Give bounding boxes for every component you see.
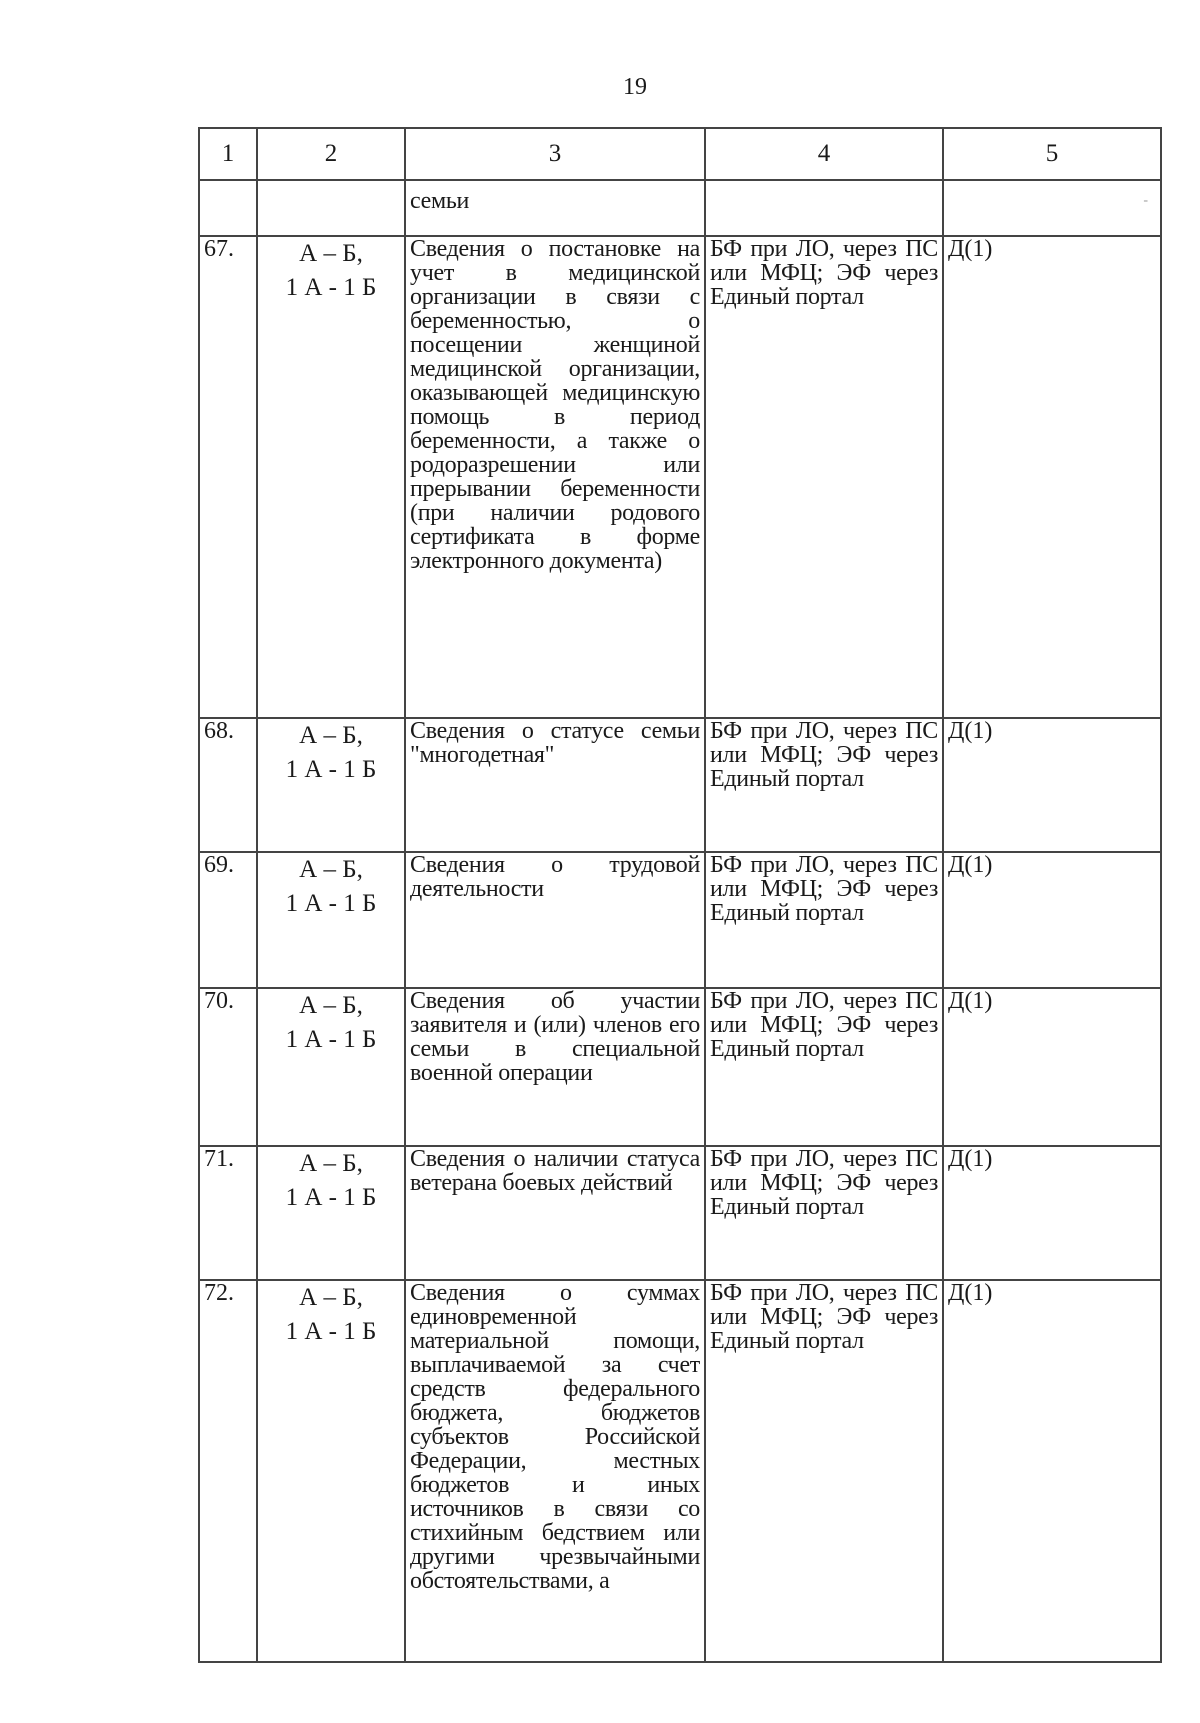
row-description: Сведения о трудовой деятельности <box>405 852 705 988</box>
row-term: Д(1) <box>943 718 1161 852</box>
table-row <box>199 236 1161 718</box>
table-row <box>199 988 1161 1146</box>
row-code-line1: А – Б, <box>299 1150 363 1177</box>
header-col-1: 1 <box>199 128 257 180</box>
row-channel: БФ при ЛО, через ПС или МФЦ; ЭФ через Единый портал <box>705 1280 943 1662</box>
row-code-line1: А – Б, <box>299 992 363 1019</box>
row-number: 71. <box>199 1146 257 1280</box>
cell-code <box>257 180 405 236</box>
continuation-row <box>199 180 1161 236</box>
cell-term <box>943 180 1161 236</box>
row-term: Д(1) <box>943 852 1161 988</box>
header-row <box>199 128 1161 180</box>
row-term: Д(1) <box>943 988 1161 1146</box>
cell-description: семьи <box>405 180 705 236</box>
row-number: 69. <box>199 852 257 988</box>
header-col-2: 2 <box>257 128 405 180</box>
row-channel: БФ при ЛО, через ПС или МФЦ; ЭФ через Единый портал <box>705 988 943 1146</box>
row-channel: БФ при ЛО, через ПС или МФЦ; ЭФ через Единый портал <box>705 852 943 988</box>
row-term: Д(1) <box>943 1146 1161 1280</box>
page-number: 19 <box>623 74 647 100</box>
row-code-line2: 1 А - 1 Б <box>285 1184 377 1211</box>
row-code <box>257 1146 405 1280</box>
header-col-4: 4 <box>705 128 943 180</box>
row-term: Д(1) <box>943 236 1161 718</box>
row-code-line1: А – Б, <box>299 240 363 267</box>
row-code-line1: А – Б, <box>299 722 363 749</box>
table-row <box>199 1146 1161 1280</box>
row-code <box>257 236 405 718</box>
row-description: Сведения о постановке на учет в медицинской организации в связи с беременностью, о посещении женщиной медицинской организации, оказывающей медицинскую помощь в период беременности, а также о родоразрешении или прерывании беременности (при наличии родового сертификата в форме электронного документа) <box>405 236 705 718</box>
row-code <box>257 852 405 988</box>
row-code <box>257 988 405 1146</box>
row-code-line2: 1 А - 1 Б <box>285 1026 377 1053</box>
row-description: Сведения о наличии статуса ветерана боевых действий <box>405 1146 705 1280</box>
row-channel: БФ при ЛО, через ПС или МФЦ; ЭФ через Единый портал <box>705 1146 943 1280</box>
row-channel: БФ при ЛО, через ПС или МФЦ; ЭФ через Единый портал <box>705 236 943 718</box>
cell-num <box>199 180 257 236</box>
table-row <box>199 718 1161 852</box>
row-description: Сведения о суммах единовременной материальной помощи, выплачиваемой за счет средств федерального бюджета, бюджетов субъектов Российской Федерации, местных бюджетов и иных источников в связи со стихийным бедствием или другими чрезвычайными обстоятельствами, а <box>405 1280 705 1662</box>
row-number: 67. <box>199 236 257 718</box>
row-code-line2: 1 А - 1 Б <box>285 756 377 783</box>
row-code-line2: 1 А - 1 Б <box>285 1318 377 1345</box>
row-code <box>257 718 405 852</box>
row-code-line1: А – Б, <box>299 1284 363 1311</box>
header-col-5: 5 <box>943 128 1161 180</box>
dash-mark: - <box>1143 193 1148 208</box>
table-row <box>199 852 1161 988</box>
row-code-line1: А – Б, <box>299 856 363 883</box>
table-row <box>199 1280 1161 1662</box>
services-table <box>198 127 1162 1663</box>
row-number: 70. <box>199 988 257 1146</box>
row-description: Сведения о статусе семьи "многодетная" <box>405 718 705 852</box>
row-code <box>257 1280 405 1662</box>
row-term: Д(1) <box>943 1280 1161 1662</box>
row-description: Сведения об участии заявителя и (или) членов его семьи в специальной военной операции <box>405 988 705 1146</box>
row-channel: БФ при ЛО, через ПС или МФЦ; ЭФ через Единый портал <box>705 718 943 852</box>
header-col-3: 3 <box>405 128 705 180</box>
row-code-line2: 1 А - 1 Б <box>285 890 377 917</box>
cell-channel <box>705 180 943 236</box>
row-number: 68. <box>199 718 257 852</box>
row-code-line2: 1 А - 1 Б <box>285 274 377 301</box>
row-number: 72. <box>199 1280 257 1662</box>
